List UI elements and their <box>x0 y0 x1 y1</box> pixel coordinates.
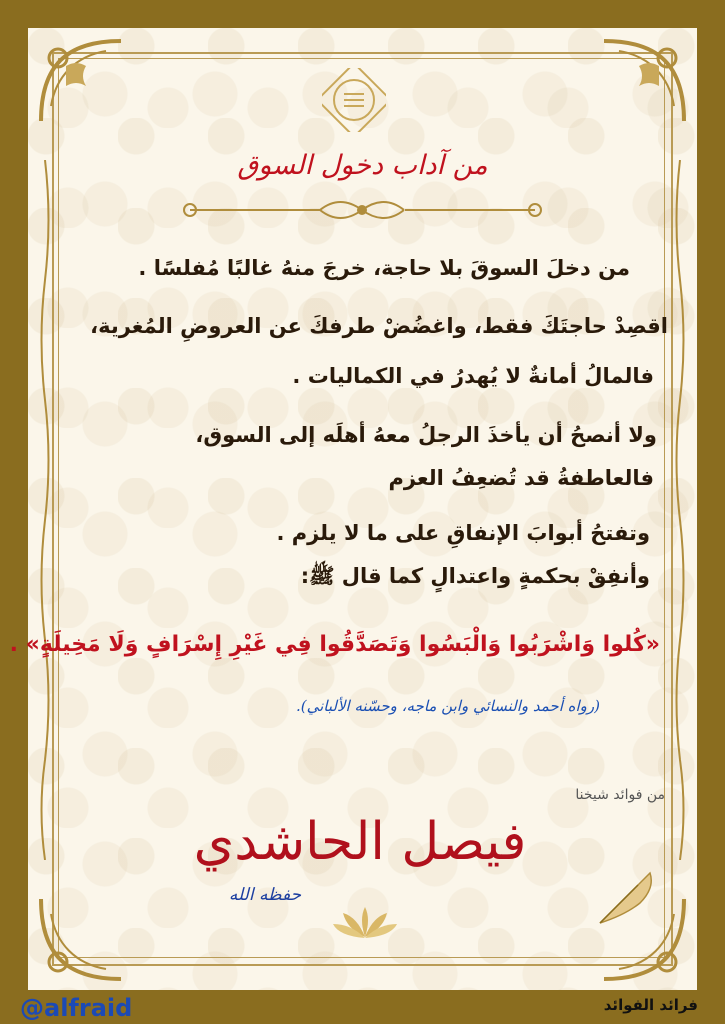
corner-ornament-top-left <box>36 36 126 126</box>
page-title: من آداب دخول السوق <box>237 150 488 181</box>
hadith-source: (رواه أحمد والنسائي وابن ماجه، وحسّنه الألباني). <box>295 697 600 715</box>
body-line: فالمالُ أمانةٌ لا يُهدرُ في الكماليات . <box>292 364 654 388</box>
body-line: وأنفِقْ بحكمةٍ واعتدالٍ كما قال ﷺ: <box>300 564 650 588</box>
hadith-quote: «كُلوا وَاشْرَبُوا وَالْبَسُوا وَتَصَدَّقُوا فِي غَيْرِ إِسْرَافٍ وَلَا مَخِيلَةٍ» . <box>9 632 660 657</box>
sheikh-name: فيصل الحاشدي <box>193 812 527 872</box>
body-text <box>60 250 668 600</box>
quill-pen-icon <box>590 868 660 928</box>
corner-ornament-top-right <box>599 36 689 126</box>
lotus-ornament-icon <box>330 902 400 942</box>
body-line: ولا أنصحُ أن يأخذَ الرجلُ معهُ أهلَه إلى السوق، <box>195 423 657 447</box>
brand-logo-text: فرائد الفوائد <box>603 996 698 1014</box>
title-divider-ornament <box>170 192 555 228</box>
corner-ornament-bottom-left <box>36 894 126 984</box>
side-ornament-right <box>673 160 687 860</box>
body-line: وتفتحُ أبوابَ الإنفاقِ على ما لا يلزم . <box>276 521 650 545</box>
body-line: اقصِدْ حاجتَكَ فقط، واغضُضْ طرفكَ عن العروضِ المُغرية، <box>90 314 668 338</box>
social-handle[interactable]: @alfraid <box>20 994 133 1022</box>
honorific-text: حفظه الله <box>228 885 302 905</box>
side-ornament-left <box>38 160 52 860</box>
from-sheikh-label: من فوائد شيخنا <box>575 787 665 803</box>
body-line: من دخلَ السوقَ بلا حاجة، خرجَ منهُ غالبًا مُفلسًا . <box>138 256 630 280</box>
calligraphy-seal-icon <box>322 68 386 132</box>
body-line: فالعاطفةُ قد تُضعِفُ العزم <box>388 466 654 490</box>
